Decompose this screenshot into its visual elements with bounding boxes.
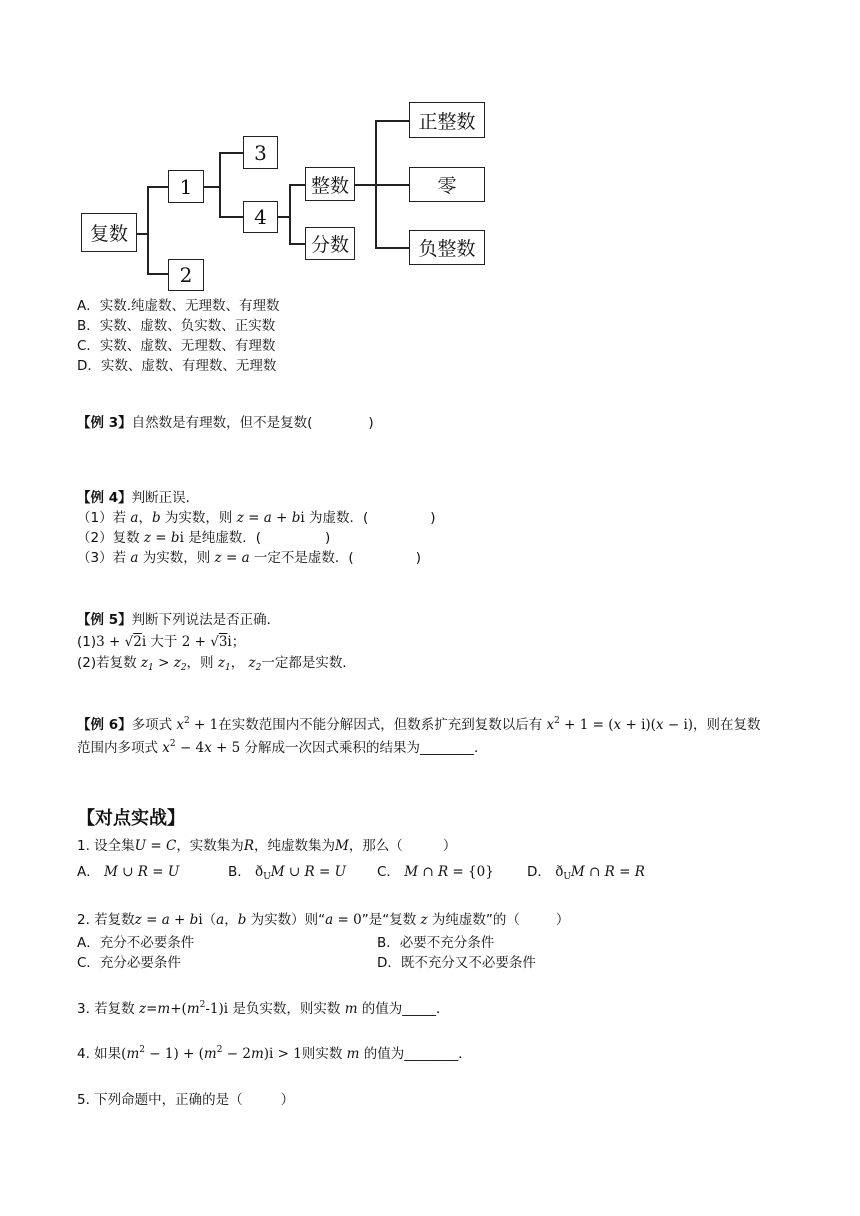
text: B． (228, 864, 251, 880)
example-3-tag: 【例 3】 (77, 415, 132, 431)
problem-2-option-a: A．充分不必要条件 (77, 935, 195, 951)
math: $z_2$ (173, 655, 187, 673)
text: ） (555, 912, 570, 928)
math: i (300, 510, 305, 526)
text: 是负实数，则实数 (232, 1001, 345, 1017)
math: + (271, 510, 292, 526)
node-zero-label: 零 (437, 175, 457, 197)
math: a (130, 550, 139, 566)
math: a (216, 912, 225, 928)
node-1-label: 1 (179, 174, 193, 199)
connector (147, 186, 168, 188)
connector (289, 243, 305, 245)
text: 4. 如果 (77, 1046, 122, 1062)
text: ） (280, 1092, 295, 1108)
math: $x^2 + 1 = (x + i)(x - i)$ (546, 716, 694, 733)
text: ，实数集为 (176, 838, 244, 854)
example-3-text: 自然数是有理数，但不是复数( (131, 415, 313, 431)
node-3 (243, 136, 278, 169)
option-c: C．实数、虚数、无理数、有理数 (77, 338, 276, 354)
math: > (153, 655, 174, 671)
math: b (237, 912, 247, 928)
text: ) (430, 510, 436, 526)
example-5-q2 (77, 651, 356, 673)
example-5-tag: 【例 5】 (77, 612, 132, 628)
math: z (420, 912, 428, 928)
problem-4 (77, 1042, 472, 1062)
example-4-q1 (77, 506, 436, 526)
math: $x^2 - 4x + 5$ (162, 739, 245, 756)
math: m (344, 1001, 358, 1017)
text: ，则 (186, 655, 218, 671)
connector (289, 184, 305, 186)
text: 为虚数．( (304, 510, 369, 526)
problem-1-option-d (527, 860, 645, 882)
text: ； (231, 634, 246, 650)
math: b (151, 510, 161, 526)
math: a (263, 510, 272, 526)
example-3 (77, 411, 374, 431)
math: = (151, 530, 171, 546)
text: ) (415, 550, 421, 566)
math: z (143, 530, 152, 546)
connector (375, 184, 409, 186)
option-d: D．实数、虚数、有理数、无理数 (77, 358, 277, 374)
connector (147, 186, 149, 274)
node-root-label: 复数 (89, 223, 128, 245)
problem-1-stem (77, 834, 456, 854)
math: b (170, 530, 180, 546)
text: 则实数 (301, 1046, 347, 1062)
math: 2 + √3i (177, 634, 232, 650)
problem-2-stem (77, 908, 569, 928)
node-1 (168, 170, 204, 203)
node-negative-integer (409, 230, 485, 265)
text: (2)若复数 (77, 655, 141, 671)
math: $ð_UM$ ∩ R = R (550, 864, 645, 882)
example-4-tag: 【例 4】 (77, 490, 132, 506)
text: 2. 若复数 (77, 912, 135, 928)
node-2-label: 2 (179, 263, 193, 287)
math: = (243, 510, 264, 526)
connector (204, 186, 220, 188)
example-4-text: 判断正误． (131, 490, 200, 506)
node-4 (243, 201, 278, 233)
text: 分解成一次因式乘积的结果为________． (244, 740, 488, 756)
math: z = a + bi (134, 912, 203, 928)
math: $(m^2 - 1) + (m^2 - 2m)i > 1$ (121, 1045, 302, 1062)
text: ，纯虚数集为 (253, 838, 335, 854)
text: ） (442, 838, 457, 854)
node-zero (409, 167, 485, 202)
problem-2-option-d: D．既不充分又不必要条件 (377, 955, 536, 971)
text: ， (138, 510, 152, 526)
problem-5 (77, 1088, 294, 1108)
text: 的值为________． (359, 1046, 472, 1062)
math: M ∩ R = {0} (404, 864, 494, 880)
example-5-text: 判断下列说法是否正确． (131, 612, 281, 628)
connector (219, 152, 221, 217)
problem-2-option-b: B．必要不充分条件 (377, 935, 495, 951)
text: （2）复数 (77, 530, 144, 546)
text: （3）若 (77, 550, 131, 566)
math: M ∪ R = U (104, 864, 180, 880)
text: 大于 (150, 634, 178, 650)
example-6-line1 (77, 713, 761, 733)
text: ， (224, 912, 238, 928)
math: b (291, 510, 301, 526)
connector (147, 273, 168, 275)
text: （ (202, 912, 217, 928)
connector (355, 184, 376, 186)
math: $z_1$ (217, 655, 231, 673)
text: 1. 设全集 (77, 838, 135, 854)
connector (289, 184, 291, 244)
node-integer (305, 167, 355, 201)
math: $z_1$ (140, 655, 154, 673)
math: $x^2 + 1$ (176, 716, 219, 733)
text: D． (527, 864, 551, 880)
text: ， (230, 655, 245, 671)
problem-1-option-b (228, 860, 346, 882)
example-4-q3 (77, 546, 421, 566)
node-2 (168, 259, 204, 291)
math-expression: z (236, 510, 244, 526)
example-3-close: ) (368, 415, 374, 431)
problem-1-option-c (377, 860, 494, 880)
node-3-label: 3 (254, 140, 267, 165)
math: $z_2$ (244, 655, 262, 673)
example-5-title (77, 608, 280, 628)
math: $z=m+(m^2-1)i$ (138, 1000, 233, 1017)
math: M (334, 838, 349, 854)
text: 的值为_____． (357, 1001, 450, 1017)
math: m (346, 1046, 360, 1062)
math: U = C (134, 838, 177, 854)
node-fraction (305, 227, 355, 260)
option-b: B．实数、虚数、负实数、正实数 (77, 318, 276, 334)
math: i (179, 530, 184, 546)
node-integer-label: 整数 (310, 174, 349, 197)
example-6-tag: 【例 6】 (77, 717, 132, 733)
text: 为纯虚数”的（ (427, 912, 520, 928)
example-5-q1 (77, 630, 245, 650)
problem-2-option-c: C．充分必要条件 (77, 955, 181, 971)
math: a = 0 (325, 912, 362, 928)
section-title: 【对点实战】 (77, 808, 185, 829)
math: $ð_UM$ ∪ R = U (250, 864, 346, 882)
text: 3. 若复数 (77, 1001, 139, 1017)
text: A． (77, 864, 100, 880)
node-root (81, 213, 137, 252)
text: 一定都是实数． (261, 655, 356, 671)
node-4-label: 4 (254, 205, 267, 229)
math: 3 + √2i (96, 634, 151, 650)
example-4-q2 (77, 526, 330, 546)
text: 范围内多项式 (77, 740, 158, 756)
connector (219, 216, 243, 218)
text: ，则在复数 (693, 717, 761, 733)
text: ，那么（ (348, 838, 403, 854)
example-6-line2 (77, 736, 488, 756)
math: z (214, 550, 222, 566)
text: ”是“复数 (361, 912, 421, 928)
text: C． (377, 864, 400, 880)
node-fraction-label: 分数 (310, 234, 349, 256)
text: ) (324, 530, 331, 546)
text: 为实数）则“ (246, 912, 326, 928)
math: = (221, 550, 242, 566)
text: 多项式 (131, 717, 173, 733)
node-negative-integer-label: 负整数 (418, 238, 476, 260)
text: 一定不是虚数．( (249, 550, 354, 566)
example-4-title (77, 486, 199, 506)
math: a (130, 510, 139, 526)
problem-1-option-a (77, 860, 179, 880)
text: 在实数范围内不能分解因式，但数系扩充到复数以后有 (218, 717, 543, 733)
math: R (243, 838, 254, 854)
text: 5. 下列命题中，正确的是（ (77, 1092, 243, 1108)
problem-3 (77, 997, 450, 1017)
text: （1）若 (77, 510, 131, 526)
text: 是纯虚数．( (183, 530, 261, 546)
text: (1) (77, 634, 97, 650)
connector (375, 247, 409, 249)
connector (375, 120, 409, 122)
node-positive-integer-label: 正整数 (418, 110, 476, 133)
text: 为实数，则 (160, 510, 237, 526)
text: 为实数，则 (138, 550, 215, 566)
connector (219, 152, 243, 154)
option-a: A．实数.纯虚数、无理数、有理数 (77, 298, 280, 314)
node-positive-integer (409, 102, 485, 138)
math: a (241, 550, 250, 566)
